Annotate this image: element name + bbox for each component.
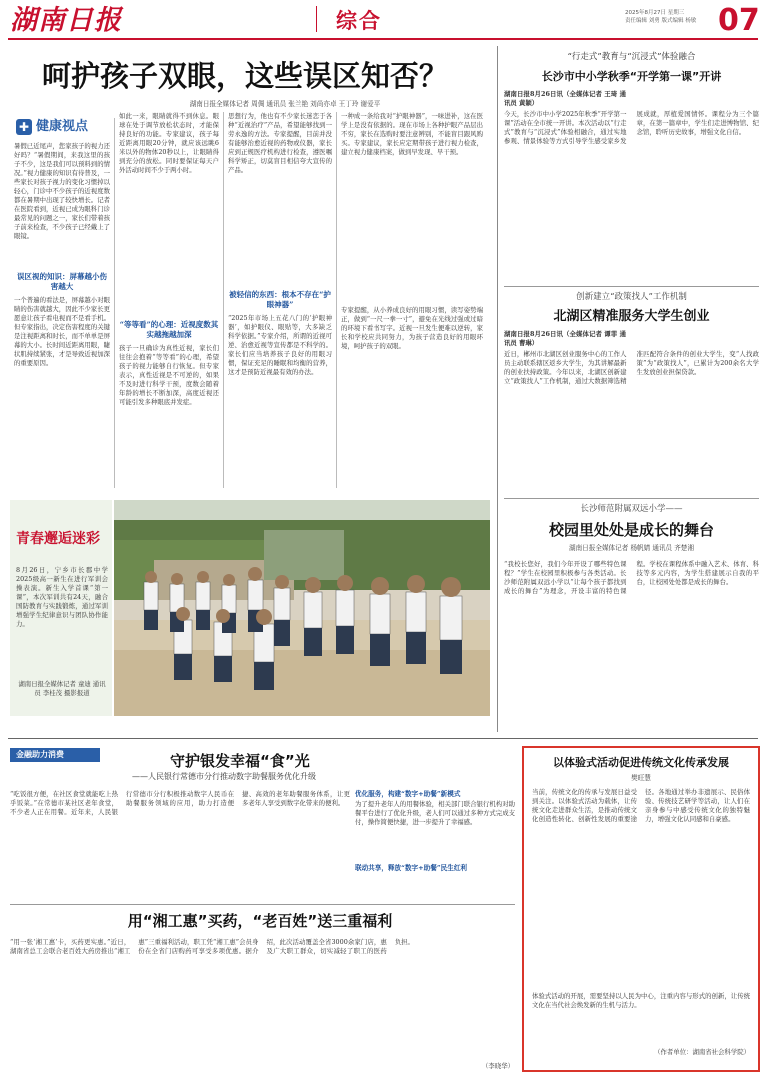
main-body-col3: 思想行为，他也有不少家长迷恋于各种“近视治疗”产品，希望能够找到一劳永逸的方法。专家提醒，目前并没有能够治愈近视的药物或仪器，家长应到正规医疗机构进行检查，遵医嘱科学矫正，切莫盲目相信夸大宣传的产品。: [228, 112, 332, 174]
right-top-body: 今天，长沙市中小学2025年秋季“开学第一课”活动在全市统一开讲。本次活动以“行走式”教育与“沉浸式”体验相融合，通过实地参观、情景体验等方式引导学生感受家乡发展成就，厚植爱国情怀。课程分为三个篇章，在第一篇章中，学生们走进博物馆、纪念馆，聆听历史故事，增强文化自信。: [504, 110, 759, 145]
main-headline: 呵护孩子双眼，这些误区知否？: [42, 59, 449, 93]
photo-credit: 湖南日报全媒体记者 童迪 通讯员 李桂茂 摄影报道: [18, 680, 106, 697]
bottom-signoff: （李晓华）: [482, 1062, 514, 1070]
main-body-col3b: “2025年市场上五花八门的‘护眼神器’，如护眼仪、眼贴等，大多缺乏科学依据。”专家介绍，所谓的近视可逆、治愈近视等宣传都是不科学的。家长们应当培养孩子良好的用眼习惯，保证充足的睡眠和均衡的营养，这才是预防近视最有效的办法。: [228, 314, 332, 376]
column-rule: [223, 112, 224, 488]
right-mid-byline: 湖南日报8月26日讯（全媒体记者 谭菲 通讯员 曹琳）: [504, 330, 626, 347]
school-byline: 湖南日报全媒体记者 杨帆婧 通讯员 齐楚湘: [569, 544, 694, 552]
commentary-author: 樊旺慧: [631, 774, 651, 782]
column-label: [16, 118, 116, 138]
bottom-body: “用一张‘湘工惠’卡，买药更实惠。”近日，湖南省总工会联合老百姓大药房推出“湘工惠”三重福利活动，职工凭“湘工惠”会员身份在全省门店购药可享受多项优惠。据介绍，此次活动覆盖全省3000余家门店，惠及广大职工群众，切实减轻了职工的医药负担。: [10, 938, 414, 955]
photo-caption-panel: [10, 500, 112, 716]
section-rule: [10, 904, 515, 905]
column-rule: [336, 112, 337, 488]
bottom-headline: 用“湘工惠”买药，“老百姓”送三重福利: [127, 912, 393, 930]
section-title: 综合: [336, 9, 382, 33]
right-mid-headline: 北湖区精准服务大学生创业: [553, 309, 710, 324]
page-editors: 责任编辑 刘勇 版式编辑 杨敏: [625, 18, 697, 24]
school-body: “我校长您好，我们今年开设了哪些特色课程？”学生在校园里积极参与各类活动。长沙师范附属双远小学以“让每个孩子都找到成长的舞台”为理念，开设丰富的特色课程。学校在课程体系中融入艺术、体育、科技等多元内容，为学生搭建展示自我的平台，让校园处处都是成长的舞台。: [504, 560, 759, 595]
page-rule: [8, 738, 758, 739]
issue-date: 2025年8月27日 星期三: [625, 10, 685, 16]
main-body-col1: 暑假已近尾声，您家孩子的视力还好吗？“暑假期间，来我这里的孩子不少，这是我们可以预料到的情况。”视力健康的知识有待普及，一些家长对孩子视力的变化习惯掉以轻心，门诊中不少孩子的近视度数都在暑期中出现了较快增长。记者在医院看到，近视已成为眼科门诊最常见的问题之一，家长们带着孩子前来检查，不少孩子已经戴上了眼镜。: [14, 142, 110, 240]
masthead: [0, 0, 766, 44]
finance-label: [10, 748, 100, 762]
photo-feature: [10, 500, 490, 716]
right-top-headline: 长沙市中小学秋季“开学第一课”开讲: [541, 70, 722, 83]
right-mid-body: 近日，郴州市北湖区创业服务中心的工作人员主动联系辖区返乡大学生，为其讲解最新的创业扶持政策。今年以来，北湖区创新建立“政策找人”工作机制，通过大数据筛选精准匹配符合条件的创业大学生，变“人找政策”为“政策找人”，已累计为200余名大学生发放创业担保贷款。: [504, 350, 759, 385]
finance-body: “吃饭很方便，在社区食堂就能吃上热乎饭菜。”在常德市某社区老年食堂，不少老人正在用餐。近年来，人民银行常德市分行积极推动数字人民币在助餐服务领域的应用，助力打造便捷、高效的老年助餐服务体系，让更多老年人享受到数字化带来的便利。: [10, 790, 350, 816]
finance-subhead: 优化服务，构建“数字+助餐”新模式: [355, 790, 461, 798]
photo-feature-title: 青春邂逅迷彩: [16, 531, 100, 547]
main-body-col2: 如此一来，眼睛就得不到休息。眼球在处于调节放松状态时，才能保持良好的功能。专家建议，孩子每近距离用眼20分钟，就应该远眺6米以外的物体20秒以上，让眼睛得到充分的放松。同时要保证每天户外活动时间不少于两小时。: [119, 112, 219, 174]
finance-subtitle: ——人民银行常德市分行推动数字助餐服务优化升级: [132, 772, 316, 781]
main-body-col1b: 一个普遍的看法是，屏幕越小对眼睛的伤害就越大，因此不少家长更愿意让孩子看电视而不是看手机。但专家指出，决定伤害程度的关键是注视距离和时长，而不单单是屏幕的大小。长时间近距离用眼，睫状肌持续紧张，才是导致近视加深的重要原因。: [14, 296, 110, 367]
page-number: 07: [718, 3, 760, 38]
main-subhead-1: 误区视的知识：屏幕越小伤害越大: [17, 272, 107, 291]
commentary-signoff: （作者单位：湖南省社会科学院）: [654, 1048, 750, 1056]
commentary-headline: 以体验式活动促进传统文化传承发展: [553, 756, 729, 769]
finance-body2: 为了提升老年人的用餐体验，相关部门联合银行机构对助餐平台进行了优化升级，老人们可以通过多种方式完成支付，操作简便快捷，进一步提升了幸福感。: [355, 800, 515, 826]
main-body-col4b: 专家提醒，从小养成良好的用眼习惯，读写姿势端正，做到“一尺一拳一寸”，避免在光线过强或过暗的环境下看书写字。近视一旦发生便难以逆转，家长和学校应共同努力，为孩子营造良好的用眼环境，呵护孩子的双眼。: [341, 306, 483, 350]
finance-headline: 守护银发幸福“食”光: [170, 752, 310, 770]
main-body-col2b: 孩子一旦确诊为真性近视，家长们往往会抱着“等等看”的心理，希望孩子的视力能够自行恢复。但专家表示，真性近视是不可逆的，如果不及时进行科学干预，度数会随着年龄的增长不断加深，高度近视还可能引发多种眼底并发症。: [119, 344, 219, 406]
military-training-photo: [114, 500, 490, 716]
commentary-body-2: 体验式活动的开展，需要坚持以人民为中心，注重内容与形式的创新，让传统文化在当代社会焕发新的生机与活力。: [532, 992, 750, 1009]
school-kicker: 长沙师范附属双远小学——: [580, 504, 683, 514]
column-label-text: 健康视点: [36, 119, 89, 134]
masthead-rule: [8, 38, 758, 40]
main-body-col4: 一种成一条给我对“护眼神器”，一味进补，这在医学上是没有依据的。现在市场上各种护眼产品层出不穷，家长在选购时要注意辨别，不能盲目跟风购买。专家建议，家长应定期带孩子进行视力检查，建立视力健康档案，做到早发现、早干预。: [341, 112, 483, 156]
newspaper-logo: 湖南日报: [10, 5, 122, 36]
right-top-kicker: “行走式”教育与“沉浸式”体验融合: [567, 52, 696, 62]
finance-subhead-2: 联动共享，释放“数字+助餐”民生红利: [355, 864, 468, 872]
commentary-body: 当前，传统文化的传承与发展日益受到关注。以体验式活动为载体，让传统文化走进群众生活，是推动传统文化创造性转化、创新性发展的重要途径。各地通过举办非遗展示、民俗体验、传统技艺研学等活动，让人们在亲身参与中感受传统文化的独特魅力，增强文化认同感和自豪感。: [532, 788, 750, 823]
column-rule: [114, 118, 115, 488]
commentary-box: [522, 746, 760, 1072]
main-subhead-3: 被轻信的东西：根本不存在“护眼神器”: [229, 290, 331, 309]
photo-caption: 8月26日，宁乡市长郡中学2025级高一新生在进行军训会操表演。新生入学首课“第一课”，本次军训共有24天，融合国防教育与实践锻炼，通过军训增强学生纪律意识与团队协作能力。: [16, 566, 108, 628]
main-byline: 湖南日报全媒体记者 周倜 通讯员 张兰艳 刘尚亦卓 王丁玲 谢爱平: [189, 100, 381, 108]
section-divider: [316, 6, 317, 32]
main-subhead-2: “等等看”的心理：近视度数其实越拖越加深: [119, 320, 219, 339]
right-top-byline: 湖南日报8月26日讯（全媒体记者 王琦 通讯员 黄颖）: [504, 90, 626, 107]
section-rule: [504, 286, 759, 287]
page-column-rule: [497, 46, 498, 732]
health-icon: ✚: [16, 119, 32, 135]
finance-label-text: 金融助力消费: [16, 750, 64, 759]
section-rule: [504, 498, 759, 499]
right-mid-kicker: 创新建立“政策找人”工作机制: [576, 292, 687, 302]
school-headline: 校园里处处是成长的舞台: [548, 521, 714, 539]
